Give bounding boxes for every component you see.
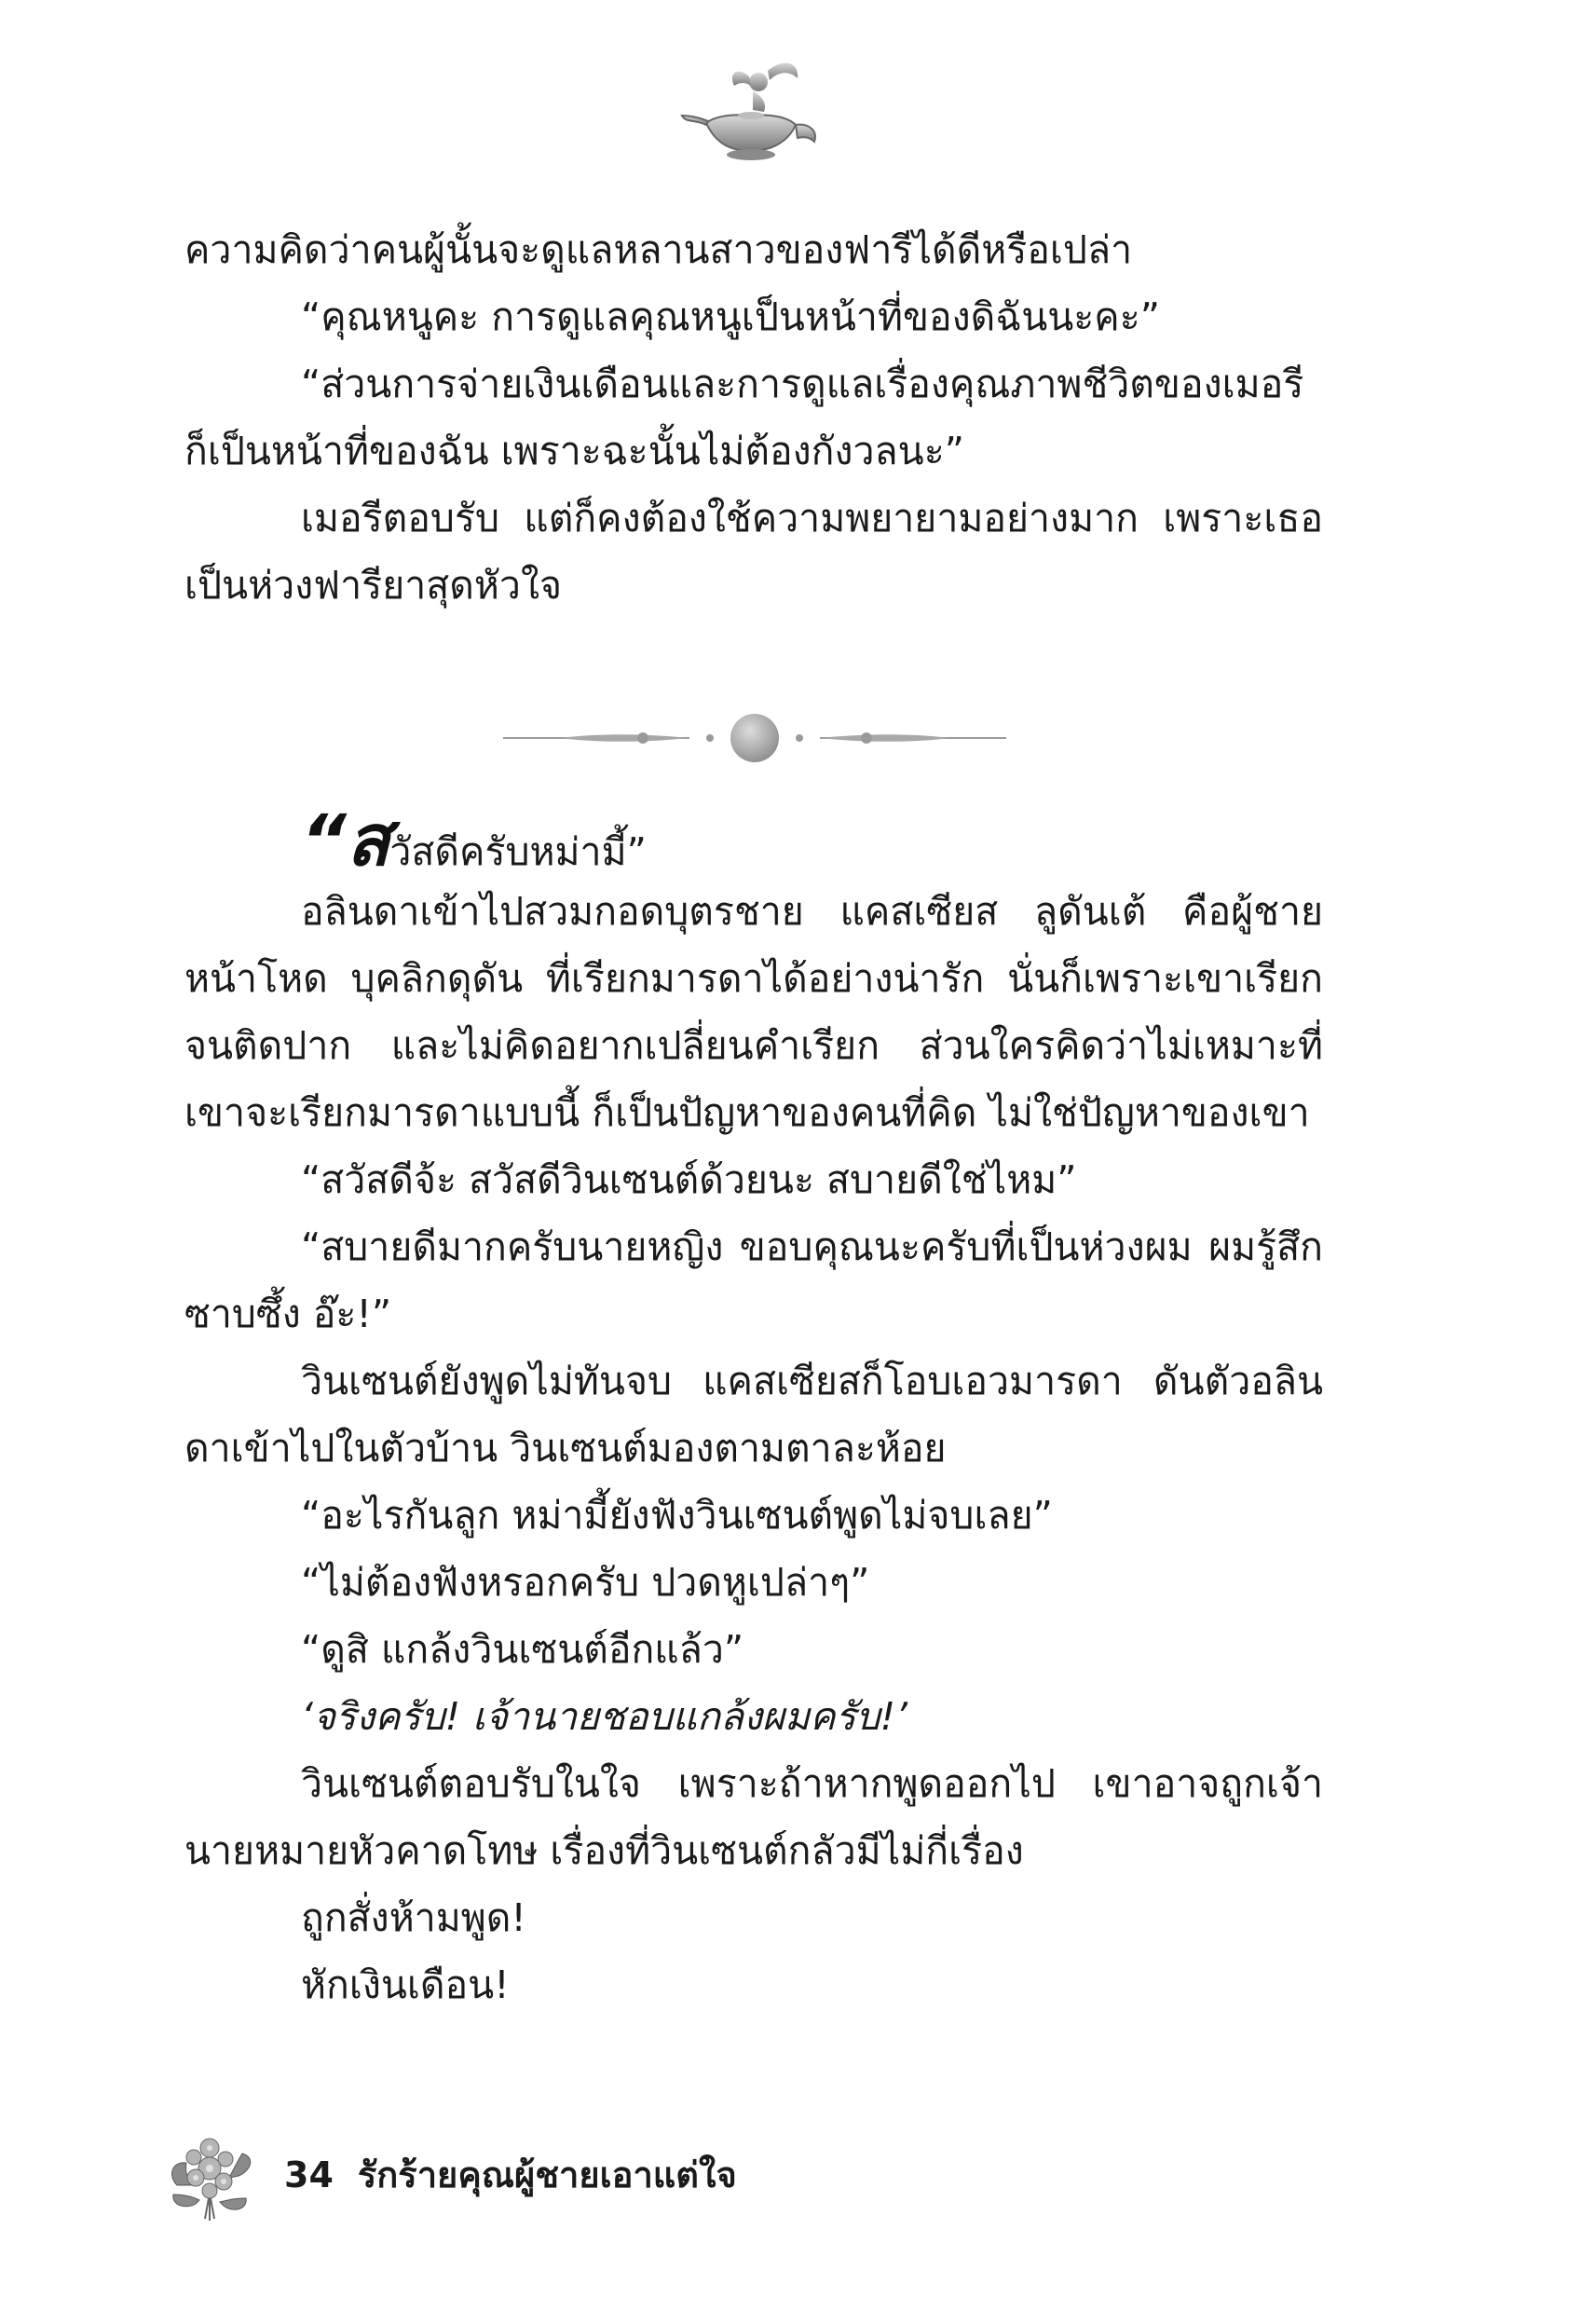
paragraph-thought: ‘จริงครับ! เจ้านายชอบแกล้งผมครับ!’	[301, 1694, 908, 1739]
dropcap-letter: “ส	[301, 799, 390, 882]
page-number: 34	[284, 2154, 334, 2195]
section-2-text	[184, 799, 1323, 2018]
paragraph: “ไม่ต้องฟังหรอกครับ ปวดหูเปล่าๆ”	[301, 1560, 870, 1605]
paragraph: “ส่วนการจ่ายเงินเดือนและการดูแลเรื่องคุณภาพชีวิตของเมอรีก็เป็นหน้าที่ของฉัน เพราะฉะนั้นไม่ต้องกังวลนะ”	[184, 362, 1304, 473]
paragraph: วินเซนต์ยังพูดไม่ทันจบ แคสเซียสก็โอบเอวมารดา ดันตัวอลินดาเข้าไปในตัวบ้าน วินเซนต์มองตามตาละห้อย	[184, 1359, 1323, 1470]
paragraph: “สบายดีมากครับนายหญิง ขอบคุณนะครับที่เป็นห่วงผม ผมรู้สึกซาบซึ้ง อ๊ะ!”	[184, 1224, 1323, 1336]
paragraph: “สวัสดีจ้ะ สวัสดีวินเซนต์ด้วยนะ สบายดีใช่ไหม”	[301, 1157, 1077, 1202]
paragraph: ความคิดว่าคนผู้นั้นจะดูแลหลานสาวของฟารีได้ดีหรือเปล่า	[184, 227, 1133, 272]
paragraph: อลินดาเข้าไปสวมกอดบุตรชาย แคสเซียส ลูดันเต้ คือผู้ชายหน้าโหด บุคลิกดุดัน ที่เรียกมารดาได้อย่างน่ารัก นั่นก็เพราะเขาเรียกจนติดปาก และไม่คิดอยากเปลี่ยนคำเรียก ส่วนใครคิดว่าไม่เหมาะที่เขาจะเรียกมารดาแบบนี้ ก็เป็นปัญหาของคนที่คิด ไม่ใช่ปัญหาของเขา	[184, 889, 1323, 1135]
page-footer	[158, 2120, 997, 2222]
footer-text	[284, 2146, 761, 2203]
paragraph: “ดูสิ แกล้งวินเซนต์อีกแล้ว”	[301, 1627, 744, 1672]
ornamental-divider-icon	[503, 710, 1006, 766]
dropcap-line	[184, 799, 1323, 882]
paragraph: หักเงินเดือน!	[301, 1962, 510, 2007]
paragraph: เมอรีตอบรับ แต่ก็คงต้องใช้ความพยายามอย่างมาก เพราะเธอเป็นห่วงฟารียาสุดหัวใจ	[184, 496, 1323, 608]
paragraph: “คุณหนูคะ การดูแลคุณหนูเป็นหน้าที่ของดิฉันนะคะ”	[301, 294, 1160, 339]
flower-bouquet-icon	[158, 2120, 261, 2222]
paragraph: “อะไรกันลูก หม่ามี้ยังฟังวินเซนต์พูดไม่จบเลย”	[301, 1493, 1053, 1538]
book-title: รักร้ายคุณผู้ชายเอาแต่ใจ	[357, 2154, 737, 2195]
section-1-text	[184, 216, 1323, 619]
dropcap-rest: วัสดีครับหม่ามี้”	[389, 829, 647, 874]
cupid-teapot-ornament-icon	[678, 58, 827, 170]
paragraph: วินเซนต์ตอบรับในใจ เพราะถ้าหากพูดออกไป เขาอาจถูกเจ้านายหมายหัวคาดโทษ เรื่องที่วินเซนต์กลัวมีไม่กี่เรื่อง	[184, 1761, 1323, 1873]
paragraph: ถูกสั่งห้ามพูด!	[301, 1895, 526, 1940]
